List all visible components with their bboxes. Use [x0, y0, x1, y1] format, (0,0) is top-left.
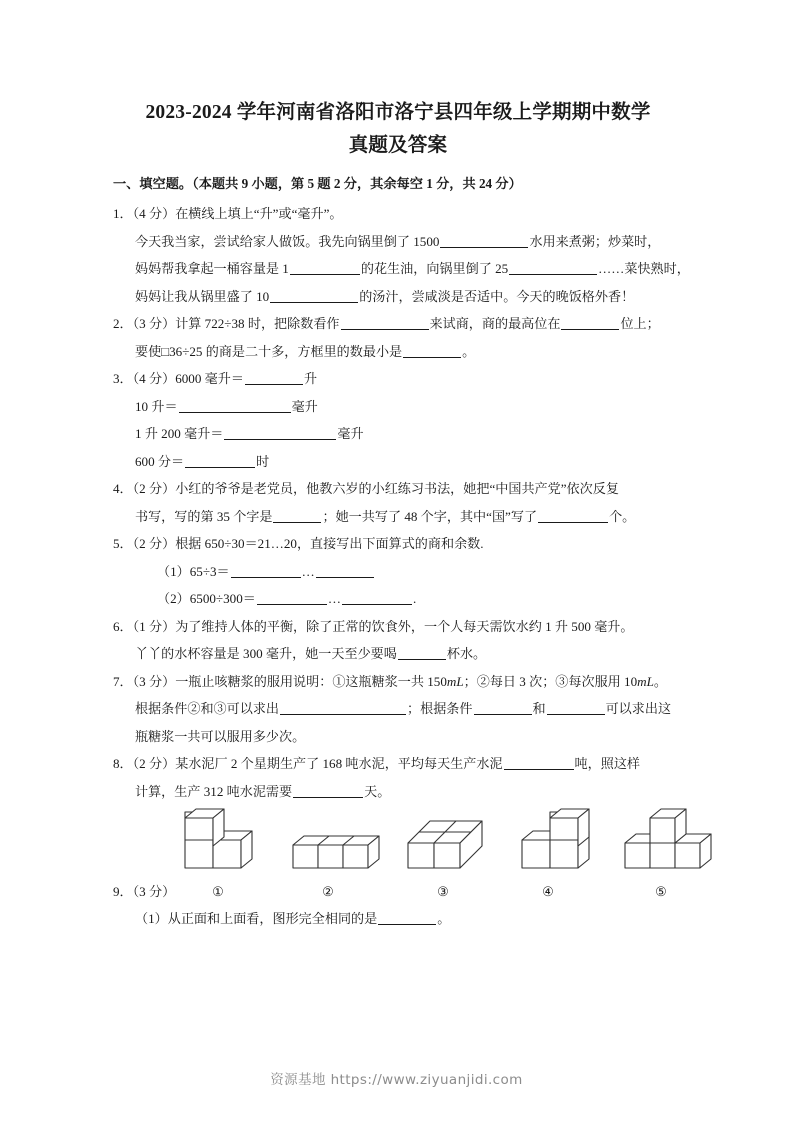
figure-label-2: ② — [322, 884, 334, 899]
q8-blank-2[interactable] — [293, 797, 363, 798]
q5-blank-1[interactable] — [231, 577, 301, 578]
q7-text-2d: 可以求出这 — [605, 701, 672, 716]
q8-text-1a: 8．（2 分）某水泥厂 2 个星期生产了 168 吨水泥，平均每天生产水泥 — [113, 756, 503, 771]
question-7-line-2 — [113, 695, 683, 723]
q5-blank-4[interactable] — [342, 604, 412, 605]
q7-text-1c: 。 — [653, 673, 667, 689]
question-4-line-2 — [113, 503, 683, 531]
figure-label-5: ⑤ — [655, 884, 667, 899]
q1-text-2c: ……菜快熟时， — [598, 261, 690, 276]
question-1-line-1 — [113, 228, 683, 256]
question-3-line-3 — [113, 420, 683, 448]
question-3-line-1 — [113, 365, 683, 393]
q2-blank-1[interactable] — [341, 329, 429, 330]
question-3-line-4 — [113, 448, 683, 476]
question-7-line-3: 瓶糖浆一共可以服用多少次。 — [135, 728, 306, 744]
q6-text-2a: 丫丫的水杯容量是 300 毫升，她一天至少要喝 — [135, 646, 397, 661]
q8-text-2a: 计算，生产 312 吨水泥需要 — [135, 783, 293, 799]
q7-text-2a: 根据条件②和③可以求出 — [135, 701, 280, 716]
q7-unit-ml-2: mL — [637, 673, 654, 689]
question-3-line-2 — [113, 393, 683, 421]
cube-figure-1 — [176, 807, 260, 879]
q2-text-2b: 。 — [462, 343, 476, 359]
question-4-line-1: 4．（2 分）小红的爷爷是老党员，他教六岁的小红练习书法，她把“中国共产党”依次反复 — [113, 481, 619, 496]
q2-blank-3[interactable] — [403, 357, 461, 358]
q7-text-2b: ；根据条件 — [407, 701, 473, 716]
q5-text-2a: （2）6500÷300＝ — [157, 591, 256, 606]
q4-text-2a: 书写，写的第 35 个字是 — [135, 508, 273, 524]
q7-text-2c: 和 — [532, 701, 546, 716]
q3-blank-3[interactable] — [224, 439, 336, 440]
q2-text-1c: 位上； — [620, 316, 660, 331]
q3-text-3b: 毫升 — [337, 426, 364, 441]
q7-blank-3[interactable] — [547, 714, 605, 715]
q3-text-4b: 时 — [256, 453, 270, 469]
q1-text-1b: 水用来煮粥；炒菜时， — [529, 233, 661, 249]
question-7 — [113, 668, 683, 751]
cube-figure-2 — [289, 807, 389, 879]
footer-watermark: 资源基地 https://www.ziyuanjidi.com — [270, 1072, 523, 1088]
q7-unit-ml-1: mL — [446, 673, 464, 689]
q6-blank-1[interactable] — [398, 659, 446, 660]
q9-text-1a: （1）从正面和上面看，图形完全相同的是 — [135, 911, 378, 926]
q5-text-1b: … — [301, 563, 315, 579]
page-title — [113, 96, 683, 162]
question-6 — [113, 613, 683, 668]
q4-text-2b: ；她一共写了 48 个字，其中“国”写了 — [322, 508, 538, 524]
question-2-line-1 — [113, 310, 683, 338]
q1-blank-3[interactable] — [509, 274, 597, 275]
q4-text-2c: 个。 — [609, 508, 636, 524]
question-2 — [113, 310, 683, 365]
q3-text-2a: 10 升＝ — [135, 398, 178, 414]
q2-text-1a: 2．（3 分）计算 722÷38 时，把除数看作 — [113, 316, 340, 331]
question-6-line-2 — [113, 640, 683, 668]
q7-text-1a: 7．（3 分）一瓶止咳糖浆的服用说明：①这瓶糖浆一共 150 — [113, 673, 447, 689]
question-1-stem: 1．（4 分）在横线上填上“升”或“毫升”。 — [113, 206, 343, 221]
document-content — [113, 96, 690, 933]
q1-text-3b: 的汤汁，尝咸淡是否适中。今天的晚饭格外香！ — [359, 288, 635, 304]
q2-text-2a: 要使□36÷25 的商是二十多，方框里的数最小是 — [135, 343, 403, 359]
q2-text-1b: 来试商，商的最高位在 — [429, 316, 561, 331]
q4-blank-2[interactable] — [538, 522, 608, 523]
q4-blank-1[interactable] — [273, 522, 321, 523]
title-line-2: 真题及答案 — [348, 135, 448, 156]
question-4 — [113, 475, 683, 530]
q5-text-2b: … — [327, 591, 341, 606]
q3-text-1b: 升 — [303, 371, 318, 386]
q5-text-1a: （1）65÷3＝ — [157, 563, 230, 579]
q2-blank-2[interactable] — [561, 329, 619, 330]
cube-figures-row — [113, 807, 683, 879]
question-9-sub-1 — [113, 905, 683, 933]
question-8 — [113, 750, 683, 805]
q1-text-1a: 今天我当家，尝试给家人做饭。我先向锅里倒了 1500 — [135, 233, 440, 249]
question-1-line-3 — [113, 283, 683, 311]
q3-blank-1[interactable] — [245, 384, 303, 385]
q8-text-2b: 天。 — [364, 783, 391, 799]
q1-blank-1[interactable] — [440, 247, 528, 248]
q5-text-2c: . — [412, 591, 417, 606]
question-9-prefix: 9．（3 分） — [113, 884, 176, 899]
figure-label-3: ③ — [437, 884, 449, 899]
question-5-stem: 5．（2 分）根据 650÷30＝21…20，直接写出下面算式的商和余数. — [113, 536, 484, 551]
q3-text-2b: 毫升 — [291, 398, 318, 414]
q9-text-1b: 。 — [437, 911, 451, 926]
q3-blank-2[interactable] — [179, 412, 291, 413]
q3-blank-4[interactable] — [185, 467, 255, 468]
q1-blank-4[interactable] — [270, 302, 358, 303]
q3-text-1a: 3．（4 分）6000 毫升＝ — [113, 371, 244, 386]
q6-text-2b: 杯水。 — [446, 646, 487, 661]
question-8-line-2 — [113, 778, 683, 806]
q8-text-1b: 吨，照这样 — [574, 756, 641, 771]
title-line-1: 2023-2024 学年河南省洛阳市洛宁县四年级上学期期中数学 — [145, 102, 651, 123]
q7-blank-2[interactable] — [474, 714, 532, 715]
question-8-line-1 — [113, 750, 683, 778]
question-9-labels-row — [113, 879, 683, 905]
q8-blank-1[interactable] — [504, 769, 574, 770]
question-5 — [113, 530, 683, 613]
q1-text-2a: 妈妈帮我拿起一桶容量是 1 — [135, 261, 289, 276]
q1-blank-2[interactable] — [290, 274, 360, 275]
q3-text-4a: 600 分＝ — [135, 453, 185, 469]
question-6-line-1: 6．（1 分）为了维持人体的平衡，除了正常的饮食外，一个人每天需饮水约 1 升 500 毫升。 — [113, 618, 634, 634]
question-3 — [113, 365, 683, 475]
q1-text-3a: 妈妈让我从锅里盛了 10 — [135, 288, 270, 304]
q9-blank-1[interactable] — [378, 924, 436, 925]
question-2-line-2 — [113, 338, 683, 366]
question-1-line-2 — [113, 255, 690, 283]
question-5-sub-2 — [113, 585, 683, 613]
q7-blank-1[interactable] — [280, 714, 406, 715]
question-7-line-1 — [113, 668, 683, 696]
q5-blank-2[interactable] — [316, 577, 374, 578]
cube-figure-5 — [621, 807, 731, 879]
q3-text-3a: 1 升 200 毫升＝ — [135, 426, 224, 441]
figure-label-4: ④ — [542, 884, 554, 899]
question-1 — [113, 200, 690, 310]
section-header-fill-in-blanks: 一、填空题。（本题共 9 小题，第 5 题 2 分，其余每空 1 分，共 24 分） — [113, 176, 522, 191]
q5-blank-3[interactable] — [257, 604, 327, 605]
q7-text-1b: ；②每日 3 次；③每次服用 10 — [463, 673, 638, 689]
q1-text-2b: 的花生油，向锅里倒了 25 — [360, 261, 509, 276]
cube-figure-3 — [404, 807, 504, 879]
cube-figure-4 — [518, 807, 608, 879]
question-5-sub-1 — [113, 558, 683, 586]
figure-label-1: ① — [212, 884, 224, 899]
